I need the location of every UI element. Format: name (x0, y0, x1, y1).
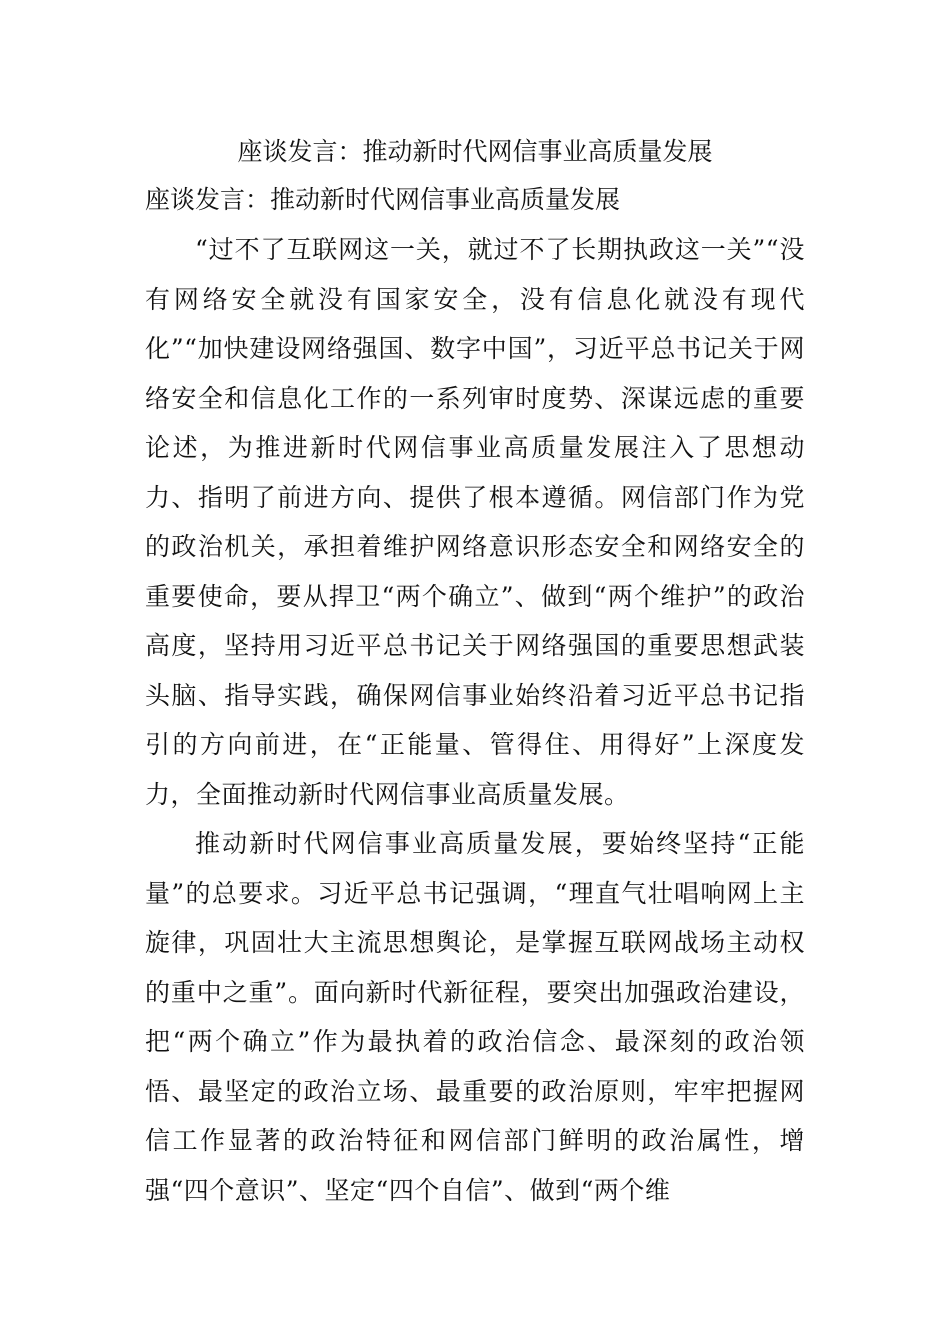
document-body (145, 225, 805, 1215)
document-title: 座谈发言：推动新时代网信事业高质量发展 (237, 137, 713, 166)
paragraph-2: 推动新时代网信事业高质量发展，要始终坚持“正能量”的总要求。习近平总书记强调，“理直气壮唱响网上主旋律，巩固壮大主流思想舆论，是掌握互联网战场主动权的重中之重”。面向新时代新征程，要突出加强政治建设，把“两个确立”作为最执着的政治信念、最深刻的政治领悟、最坚定的政治立场、最重要的政治原则，牢牢把握网信工作显著的政治特征和网信部门鲜明的政治属性，增强“四个意识”、坚定“四个自信”、做到“两个维 (145, 829, 805, 1205)
paragraph-1: “过不了互联网这一关，就过不了长期执政这一关”“没有网络安全就没有国家安全，没有信息化就没有现代化”“加快建设网络强国、数字中国”，习近平总书记关于网络安全和信息化工作的一系列审时度势、深谋远虑的重要论述，为推进新时代网信事业高质量发展注入了思想动力、指明了前进方向、提供了根本遵循。网信部门作为党的政治机关，承担着维护网络意识形态安全和网络安全的重要使命，要从捍卫“两个确立”、做到“两个维护”的政治高度，坚持用习近平总书记关于网络强国的重要思想武装头脑、指导实践，确保网信事业始终沿着习近平总书记指引的方向前进，在“正能量、管得住、用得好”上深度发力，全面推动新时代网信事业高质量发展。 (145, 235, 805, 809)
document-subtitle: 座谈发言：推动新时代网信事业高质量发展 (145, 185, 621, 214)
